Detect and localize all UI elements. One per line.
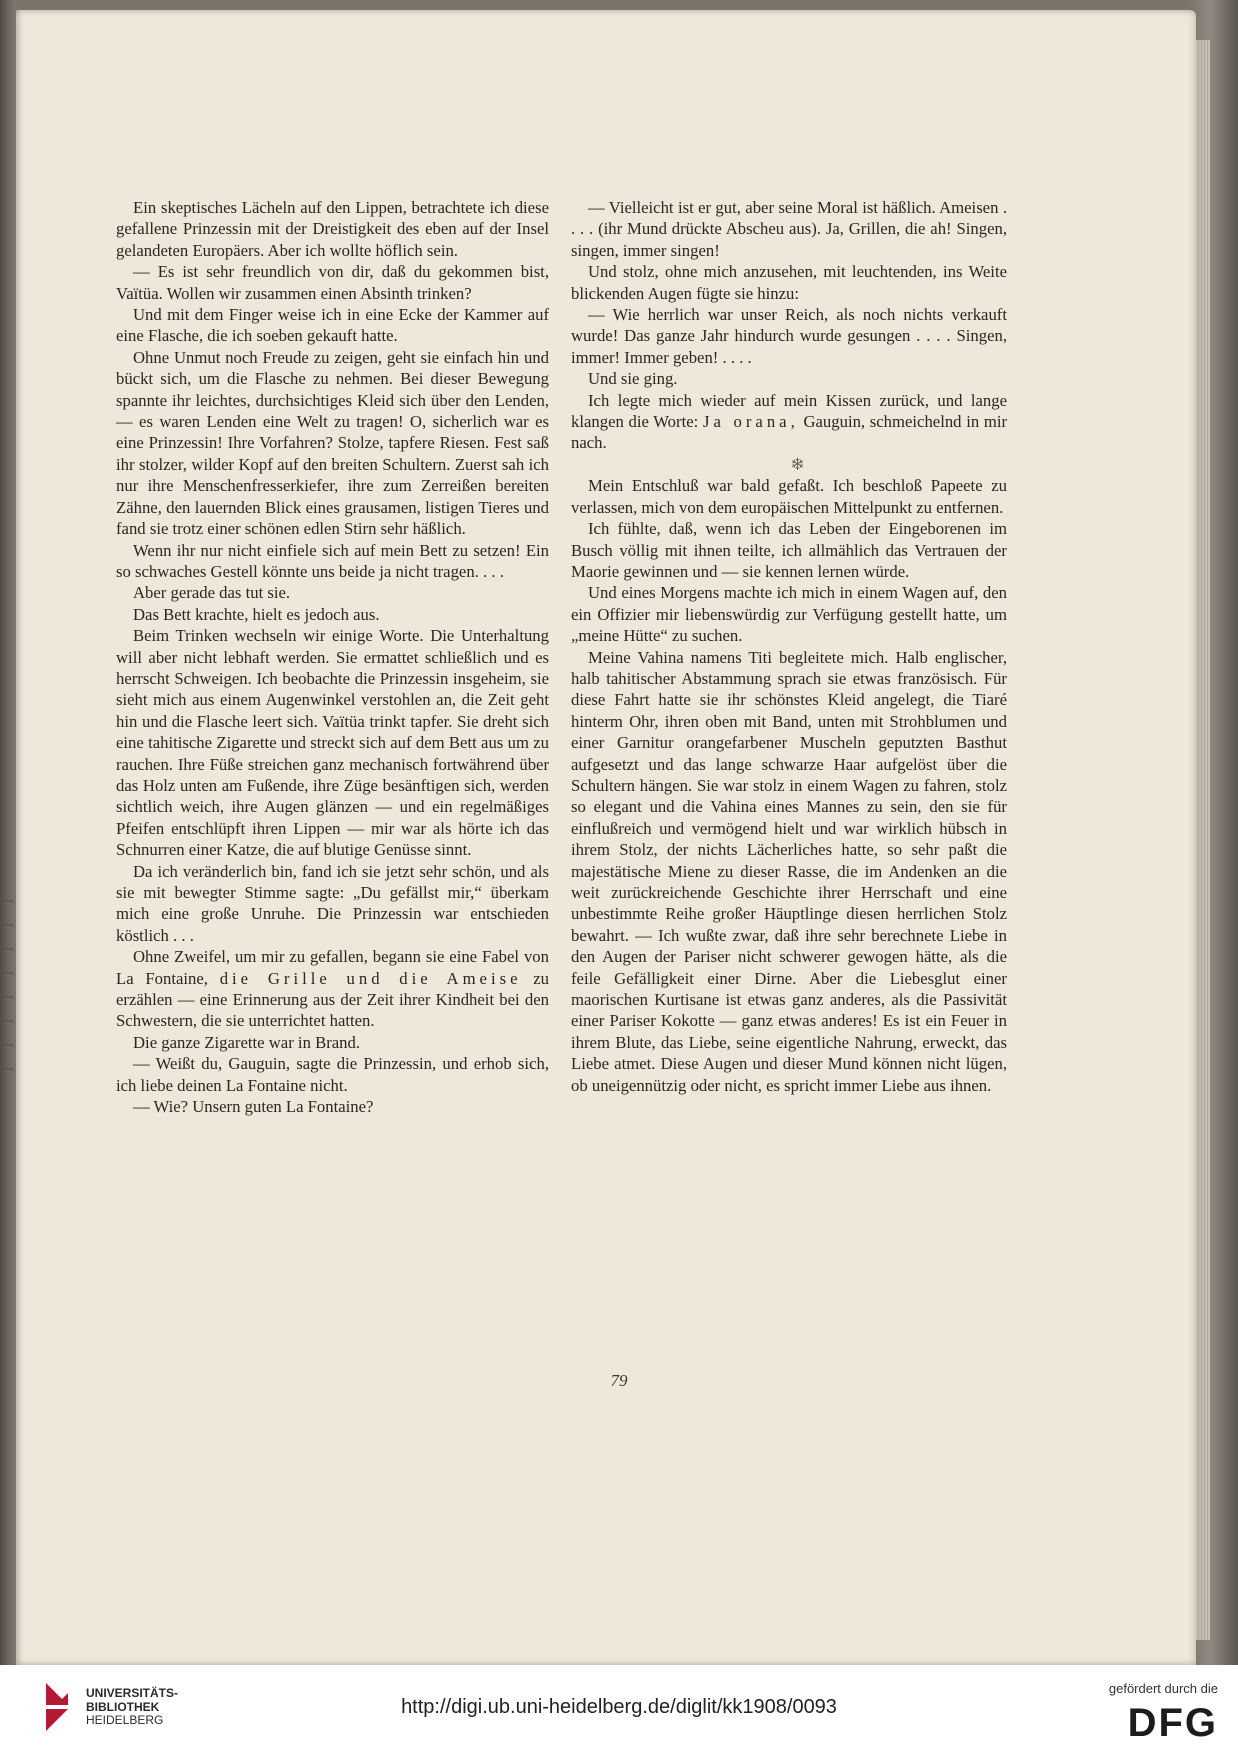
paragraph: Ohne Unmut noch Freude zu zeigen, geht sie einfach hin und bückt sich, um die Flasche zu nehmen. Bei dieser Bewegung spannte ihr leichtes, durchsichtiges Kleid sich über den Lenden, — es waren Lenden eine Welt zu tragen! O, sicherlich war es eine Prinzessin! Ihre Vorfahren? Stolze, tapfere Riesen. Fest saß ihr stolzer, wilder Kopf auf den breiten Schultern. Zuerst sah ich nur ihre Menschenfresserkiefer, ihre zum Zerreißen bereiten Zähne, den lauernden Blick eines grausamen, listigen Tieres und fand sie trotz einer schönen edlen Stirn sehr häßlich. [116,347,549,539]
section-break-ornament: ❄ [790,454,805,474]
paragraph: — Wie herrlich war unser Reich, als noch nichts verkauft wurde! Das ganze Jahr hindurch wurde gesungen . . . . Singen, immer! Immer geben! . . . . [571,305,1007,367]
paragraph: Meine Vahina namens Titi begleitete mich. Halb englischer, halb tahitischer Abstammung sprach sie etwas französisch. Für diese Fahrt hatte sie ihr schönstes Kleid angelegt, die Tiaré hinterm Ohr, ihren oben mit Band, unten mit Strohblumen und einer Garnitur orangefarbener Muscheln geputzten Basthut aufgesetzt und das lange schwarze Haar aufgelöst über die Schultern hängen. Sie war stolz in einem Wagen zu fahren, stolz so elegant und die Vahina eines Mannes zu sein, den sie für einflußreich und vermögend hielt und war wirklich hübsch in ihrem Stolz, der nichts Lächerliches hatte, so sehr paßt die majestätische Miene zu dieser Rasse, die im Andenken an die weit zurückreichende Geschichte ihrer Herrschaft und eine unbestimmte Reihe großer Häuptlinge diesen herrlichen Stolz bewahrt. — Ich wußte zwar, daß ihre sehr berechnete Liebe in den Augen der Pariser nicht schwerer gewogen hätte, als die feile Gefälligkeit einer Dirne. Aber die Liebesglut einer maorischen Kurtisane ist etwas ganz anderes, als die Passivität einer Pariser Kokotte — ganz etwas anderes! Es ist ein Feuer in ihrem Blute, das Liebe, seine eigentliche Nahrung, erweckt, das Liebe atmet. Diese Augen und dieser Mund können nicht lügen, ob uneigennützig oder nicht, es spricht immer Liebe aus ihnen. [571,647,1007,1095]
paragraph: — Es ist sehr freundlich von dir, daß du gekommen bist, Vaïtüa. Wollen wir zusammen einen Absinth trinken? [116,262,549,303]
paragraph: — Weißt du, Gauguin, sagte die Prinzessin, und erhob sich, ich liebe deinen La Fontaine nicht. [116,1054,549,1095]
viewer-footer [0,1665,1238,1753]
paragraph: Und eines Morgens machte ich mich in einem Wagen auf, den ein Offizier mir liebenswürdig zur Verfügung gestellt hatte, um „meine Hütte“ zu suchen. [571,583,1007,646]
dfg-logo[interactable]: DFG [1127,1701,1218,1745]
paragraph: Und mit dem Finger weise ich in eine Ecke der Kammer auf eine Flasche, die ich soeben gekauft hatte. [116,305,549,346]
left-column [116,197,549,1117]
text-run: Gauguin, schmeichelnd in mir nach. [571,412,1008,453]
paragraph: Da ich veränderlich bin, fand ich sie jetzt sehr schön, und als sie mit bewegter Stimme sagte: „Du gefällst mir,“ überkam mich eine große Unruhe. Die Prinzessin war entschieden köstlich . . . [116,861,549,945]
text-run: Ohne Zweifel, um mir zu gefallen, begann sie eine Fabel von La Fontaine, [116,947,549,988]
paragraph: Und stolz, ohne mich anzusehen, mit leuchtenden, ins Weite blickenden Augen fügte sie hinzu: [571,262,1007,303]
paragraph: Das Bett krachte, hielt es jedoch aus. [133,604,380,624]
paragraph: Die ganze Zigarette war in Brand. [133,1032,361,1052]
library-name-line: UNIVERSITÄTS- [86,1686,179,1700]
sponsor-caption: gefördert durch die [1108,1681,1218,1696]
right-column [571,197,1007,1096]
paragraph: Wenn ihr nur nicht einfiele sich auf mein Bett zu setzen! Ein so schwaches Gestell könnte uns beide ja nicht tragen. . . . [116,540,549,581]
paragraph: Und sie ging. [588,369,678,389]
paragraph: Aber gerade das tut sie. [133,583,291,603]
paragraph: — Wie? Unsern guten La Fontaine? [133,1097,374,1117]
text-run: zu erzählen — eine Erinnerung aus der Zeit ihrer Kindheit bei den Schwestern, die sie unterrichtet hatten. [116,968,550,1031]
paragraph [571,390,1007,454]
page-edges [1196,40,1210,1640]
page-number: 79 [610,1371,628,1390]
previous-page-fragment [0,900,22,1200]
library-name-line: HEIDELBERG [86,1713,164,1727]
paragraph: Ein skeptisches Lächeln auf den Lippen, betrachtete ich diese gefallene Prinzessin mit der Dreistigkeit des eben auf der Insel gelandeten Europäers. Aber ich wollte höflich sein. [116,198,549,260]
permalink-url[interactable]: http://digi.ub.uni-heidelberg.de/diglit/kk1908/0093 [401,1696,837,1718]
paragraph: Beim Trinken wechseln wir einige Worte. Die Unterhaltung will aber nicht lebhaft werden. Sie ermattet schließlich und es herrscht Schweigen. Ich beobachte die Prinzessin insgeheim, sie sieht mich aus einem Augenwinkel verstohlen an, die Zeit geht hin und die Flasche leert sich. Vaïtüa trinkt tapfer. Sie dreht sich eine tahitische Zigarette und streckt sich auf dem Bett aus um zu rauchen. Ihre Füße streichen ganz mechanisch fortwährend über das Holz unten am Fußende, ihre Züge besänftigen sich, werden sichtlich weich, ihre Augen glänzen — und ein regelmäßiges Pfeifen entschlüpft ihren Lippen — mir war als hörte ich das Schnurren einer Katze, die auf blutige Genüsse sinnt. [116,626,549,860]
paragraph: — Vielleicht ist er gut, aber seine Moral ist häßlich. Ameisen . . . . (ihr Mund drückte Abscheu aus). Ja, Grillen, die ah! Singen, singen, immer singen! [571,198,1007,260]
spaced-phrase: Ja orana, [702,412,799,432]
paragraph: Ich fühlte, daß, wenn ich das Leben der Eingeborenen im Busch völlig mit ihnen teilte, ich allmählich das Vertrauen der Maorie gewinnen und — sie kennen lernen würde. [571,519,1007,581]
paragraph: Mein Entschluß war bald gefaßt. Ich beschloß Papeete zu verlassen, mich von dem europäischen Mittelpunkt zu entfernen. [571,476,1007,517]
paragraph [116,946,549,1032]
spaced-title: die Grille und die Ameise [219,968,522,988]
library-name-line: BIBLIOTHEK [86,1699,160,1714]
text-run: Ich legte mich wieder auf mein Kissen zurück, und lange klangen die Worte: [571,390,1007,432]
